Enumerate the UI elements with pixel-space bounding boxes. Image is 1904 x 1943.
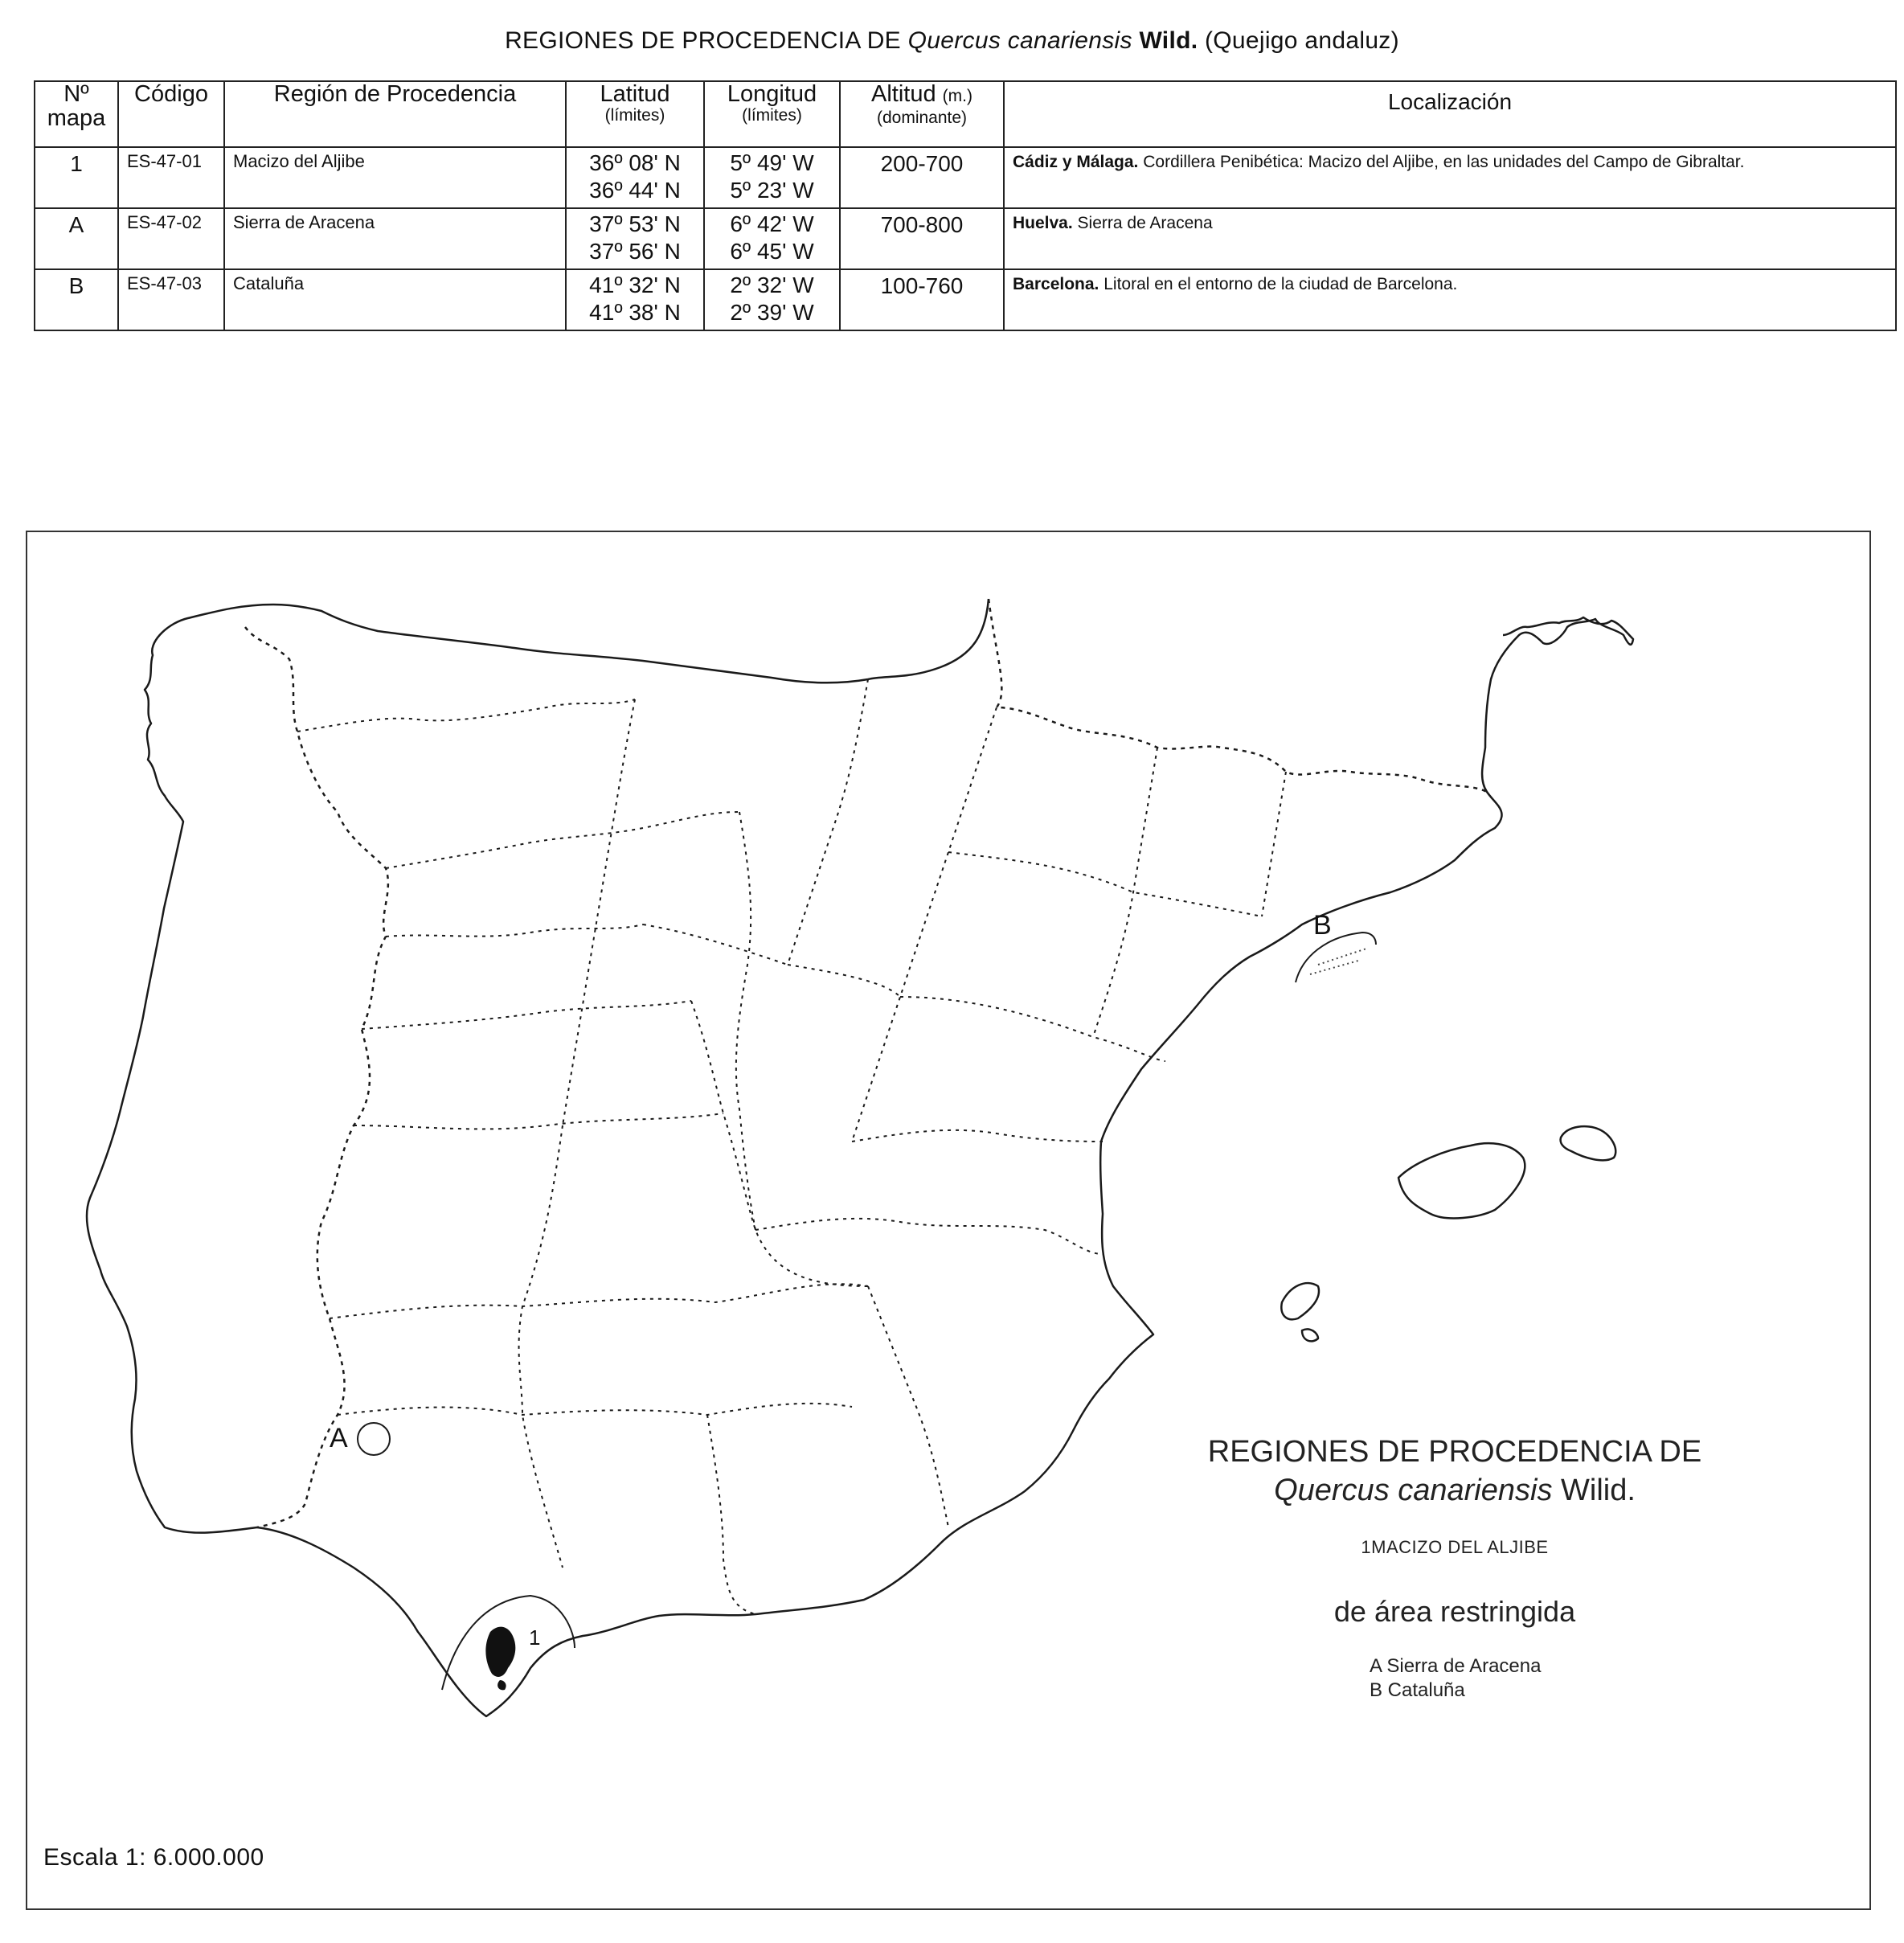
mallorca-island (1398, 1143, 1525, 1218)
cell-num: B (35, 269, 118, 330)
header-code: Código (118, 81, 224, 147)
region-b-boundary (1296, 933, 1376, 982)
header-region: Región de Procedencia (224, 81, 566, 147)
header-num: Nº mapa (35, 81, 118, 147)
cell-loc: Huelva. Sierra de Aracena (1004, 208, 1896, 269)
header-lat: Latitud (límites) (566, 81, 704, 147)
legend-restricted-list (1370, 1654, 1611, 1703)
cell-lon: 5º 49' W 5º 23' W (704, 147, 840, 208)
cell-lon: 2º 32' W 2º 39' W (704, 269, 840, 330)
title-common-name: (Quejigo andaluz) (1204, 27, 1399, 54)
northern-border (989, 599, 1487, 792)
region-a-circle (358, 1423, 390, 1455)
region-b-hatch (1310, 949, 1366, 974)
cell-alt: 100-760 (840, 269, 1004, 330)
cell-region: Sierra de Aracena (224, 208, 566, 269)
title-species: Quercus canariensis (907, 27, 1132, 54)
legend-main-region: 1MACIZO DEL ALJIBE (1361, 1537, 1549, 1557)
cell-lon: 6º 42' W 6º 45' W (704, 208, 840, 269)
cell-loc: Cádiz y Málaga. Cordillera Penibética: Macizo del Aljibe, en las unidades del Campo de Gibraltar. (1004, 147, 1896, 208)
scale-label: Escala 1: 6.000.000 (43, 1844, 264, 1871)
province-boundaries (297, 679, 1286, 1614)
legend-item-b: B Cataluña (1370, 1679, 1465, 1701)
legend-title (1173, 1433, 1736, 1510)
header-lon: Longitud (límites) (704, 81, 840, 147)
legend-title-line1: REGIONES DE PROCEDENCIA DE (1207, 1435, 1702, 1469)
cell-alt: 700-800 (840, 208, 1004, 269)
menorca-island (1561, 1126, 1616, 1160)
legend-item-a: A Sierra de Aracena (1370, 1655, 1542, 1677)
map-label-b: B (1313, 910, 1332, 941)
cell-code: ES-47-02 (118, 208, 224, 269)
cell-num: 1 (35, 147, 118, 208)
cell-loc: Barcelona. Litoral en el entorno de la ciudad de Barcelona. (1004, 269, 1896, 330)
title-prefix: REGIONES DE PROCEDENCIA DE (505, 27, 901, 54)
cell-region: Macizo del Aljibe (224, 147, 566, 208)
cell-code: ES-47-01 (118, 147, 224, 208)
header-alt: Altitud (m.) (dominante) (840, 81, 1004, 147)
cell-code: ES-47-03 (118, 269, 224, 330)
region-1-fill (485, 1627, 515, 1677)
cell-region: Cataluña (224, 269, 566, 330)
cell-lat: 36º 08' N 36º 44' N (566, 147, 704, 208)
legend-species: Quercus canariensis (1274, 1474, 1553, 1507)
title-author: Wild. (1139, 27, 1198, 54)
cell-num: A (35, 208, 118, 269)
legend-author: Wilid. (1561, 1474, 1636, 1507)
formentera-island (1302, 1329, 1318, 1341)
header-loc: Localización (1004, 81, 1896, 147)
ibiza-island (1281, 1283, 1319, 1319)
map-label-1: 1 (529, 1625, 541, 1650)
portugal-border (245, 627, 388, 1527)
map-label-a: A (330, 1423, 348, 1453)
legend-restricted-heading: de área restringida (1333, 1595, 1576, 1628)
cell-lat: 37º 53' N 37º 56' N (566, 208, 704, 269)
cell-lat: 41º 32' N 41º 38' N (566, 269, 704, 330)
legend-title-line2 (1173, 1471, 1736, 1510)
cell-alt: 200-700 (840, 147, 1004, 208)
